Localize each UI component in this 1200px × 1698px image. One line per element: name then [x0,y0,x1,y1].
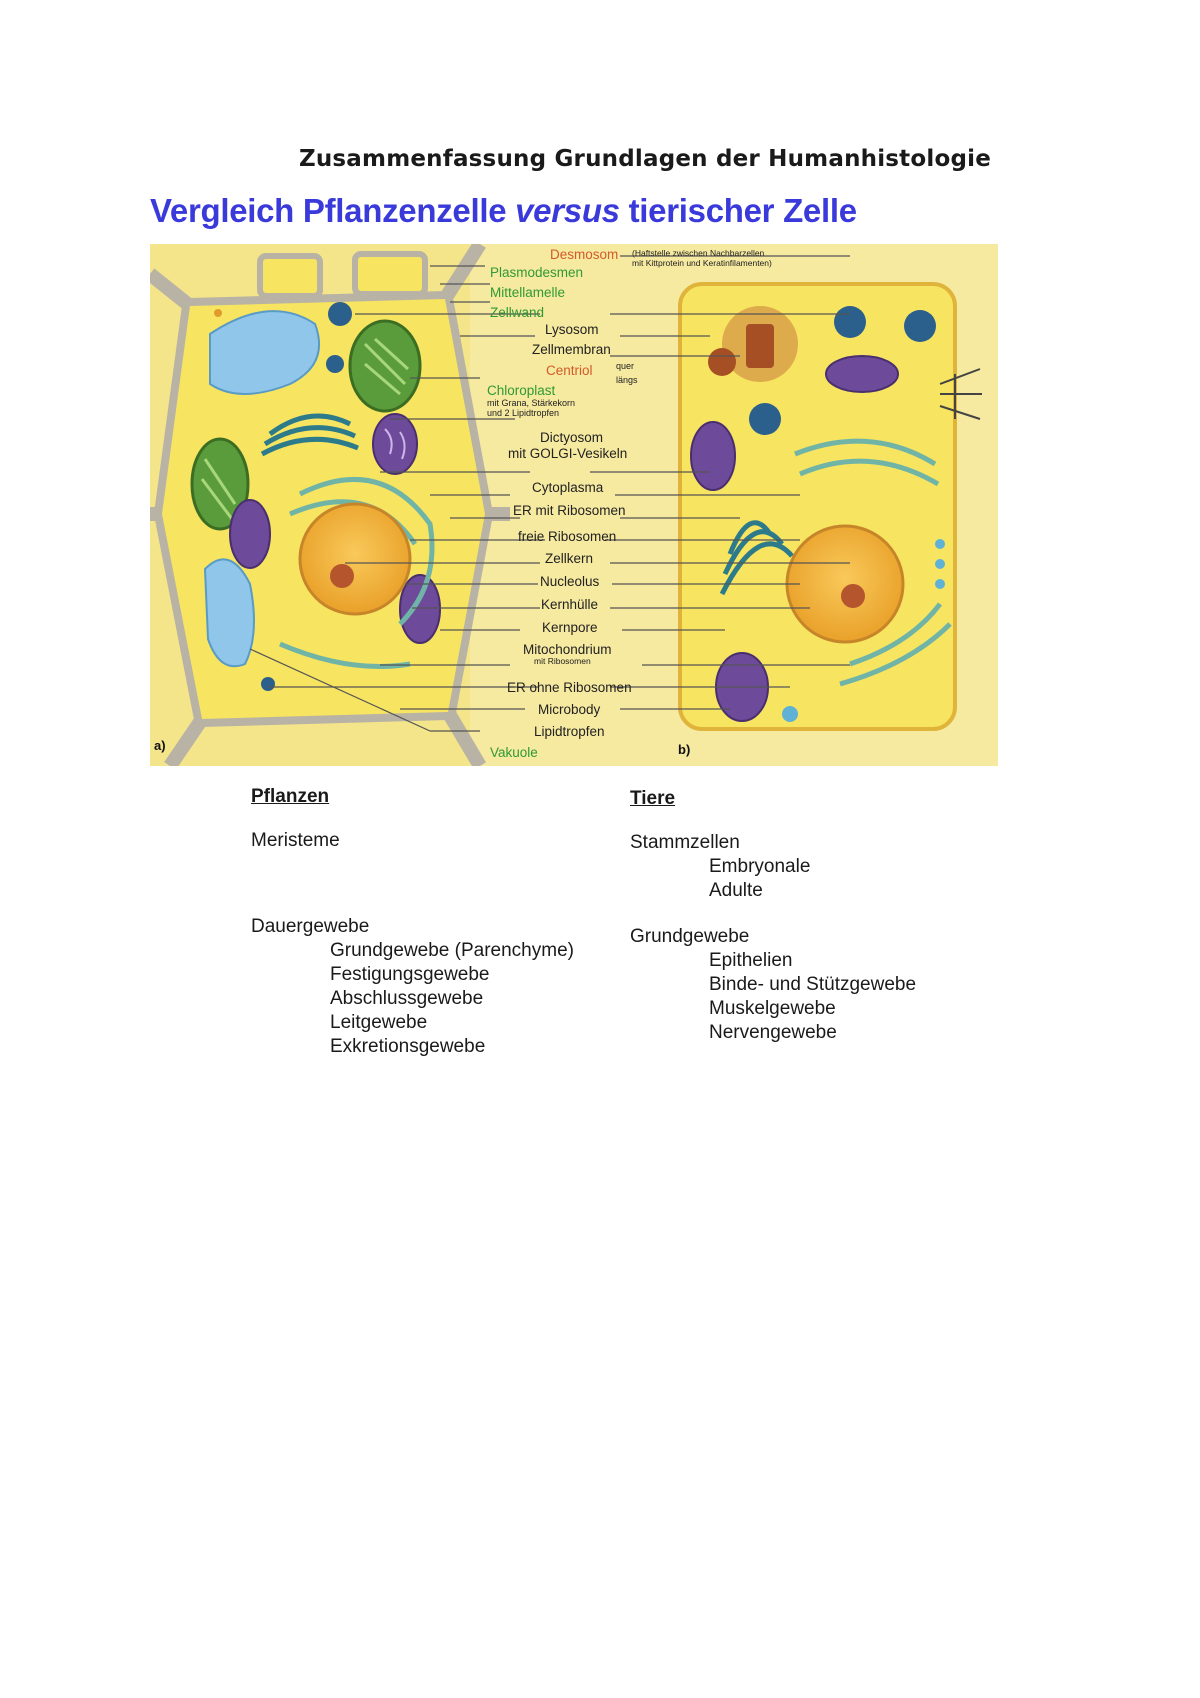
label-lysosom: Lysosom [545,322,599,337]
label-kernhuelle: Kernhülle [541,597,599,612]
plant-cell [150,244,510,766]
label-mitochondrium: Mitochondrium [523,642,612,657]
animals-group1-title: Stammzellen [630,832,740,853]
label-freie-ribosomen: freie Ribosomen [518,529,617,544]
label-chloroplast-note-2: und 2 Lipidtropfen [487,408,560,418]
plants-tissue-item: Exkretionsgewebe [330,1036,486,1057]
animals-tissue-item: Muskelgewebe [709,998,836,1019]
label-laengs: längs [616,375,638,385]
plants-tissue-item: Grundgewebe (Parenchyme) [330,940,574,961]
cell-diagram-svg [150,244,998,766]
label-cytoplasma: Cytoplasma [532,480,604,495]
animals-stemcell-item: Adulte [709,880,763,901]
animals-heading: Tiere [630,788,676,809]
panel-a-label: a) [154,738,166,753]
label-centriol: Centriol [546,363,593,378]
figure-title-italic: versus [515,192,620,229]
plants-tissue-item: Leitgewebe [330,1012,428,1033]
label-vakuole: Vakuole [490,745,538,760]
plants-tissue-item: Abschlussgewebe [330,988,484,1009]
page-title: Zusammenfassung Grundlagen der Humanhistologie [298,146,992,172]
plant-nucleus [300,504,410,614]
animals-tissue-item: Epithelien [709,950,793,971]
animals-stemcell-item: Embryonale [709,856,811,877]
animal-nucleolus [841,584,865,608]
label-zellmembran: Zellmembran [532,342,611,357]
label-lipidtropfen: Lipidtropfen [534,724,605,739]
label-chloroplast-note-1: mit Grana, Stärkekorn [487,398,576,408]
label-mittellamelle: Mittellamelle [490,285,566,300]
label-golgi: mit GOLGI-Vesikeln [508,446,628,461]
plants-tissue-item: Festigungsgewebe [330,964,490,985]
plants-column [251,785,574,1081]
label-kernpore: Kernpore [542,620,598,635]
plant-mitochondrion-1 [373,414,417,474]
label-desmosom: Desmosom [550,247,619,262]
label-plasmodesmen: Plasmodesmen [490,265,584,280]
plant-lysosome [328,302,352,326]
plant-mitochondrion-2 [230,500,270,568]
plant-nucleolus [330,564,354,588]
animal-cell [670,244,998,766]
plant-mitochondrion-3 [400,575,440,643]
figure-title-part-1: Vergleich Pflanzenzelle [150,192,516,229]
animal-nucleus [787,526,903,642]
figure-title [150,192,857,230]
panel-b-label: b) [678,742,691,757]
label-dictyosom: Dictyosom [540,430,604,445]
animals-column [630,787,916,1067]
label-desmosom-note-1: (Haftstelle zwischen Nachbarzellen [632,248,765,258]
plants-group1-title: Meristeme [251,830,340,851]
animals-tissue-item: Nervengewebe [709,1022,837,1043]
label-chloroplast: Chloroplast [487,383,556,398]
label-nucleolus: Nucleolus [540,574,600,589]
animals-tissue-item: Binde- und Stützgewebe [709,974,917,995]
label-zellwand: Zellwand [490,305,545,320]
plants-heading: Pflanzen [251,786,330,807]
centriole [746,324,774,368]
animal-mitochondrion-2 [691,422,735,490]
animal-mitochondrion-1 [826,356,898,392]
figure-title-part-2: tierischer Zelle [619,192,857,229]
label-desmosom-note-2: mit Kittprotein und Keratinfilamenten) [632,258,772,268]
label-er-mit-ribosomen: ER mit Ribosomen [513,503,626,518]
label-quer: quer [616,361,635,371]
label-er-ohne-ribosomen: ER ohne Ribosomen [507,680,632,695]
cell-comparison-figure [150,244,998,766]
plants-group2-title: Dauergewebe [251,916,370,937]
animals-group2-title: Grundgewebe [630,926,750,947]
label-microbody: Microbody [538,702,601,717]
label-mitochondrium-note: mit Ribosomen [534,656,591,666]
label-zellkern: Zellkern [545,551,594,566]
